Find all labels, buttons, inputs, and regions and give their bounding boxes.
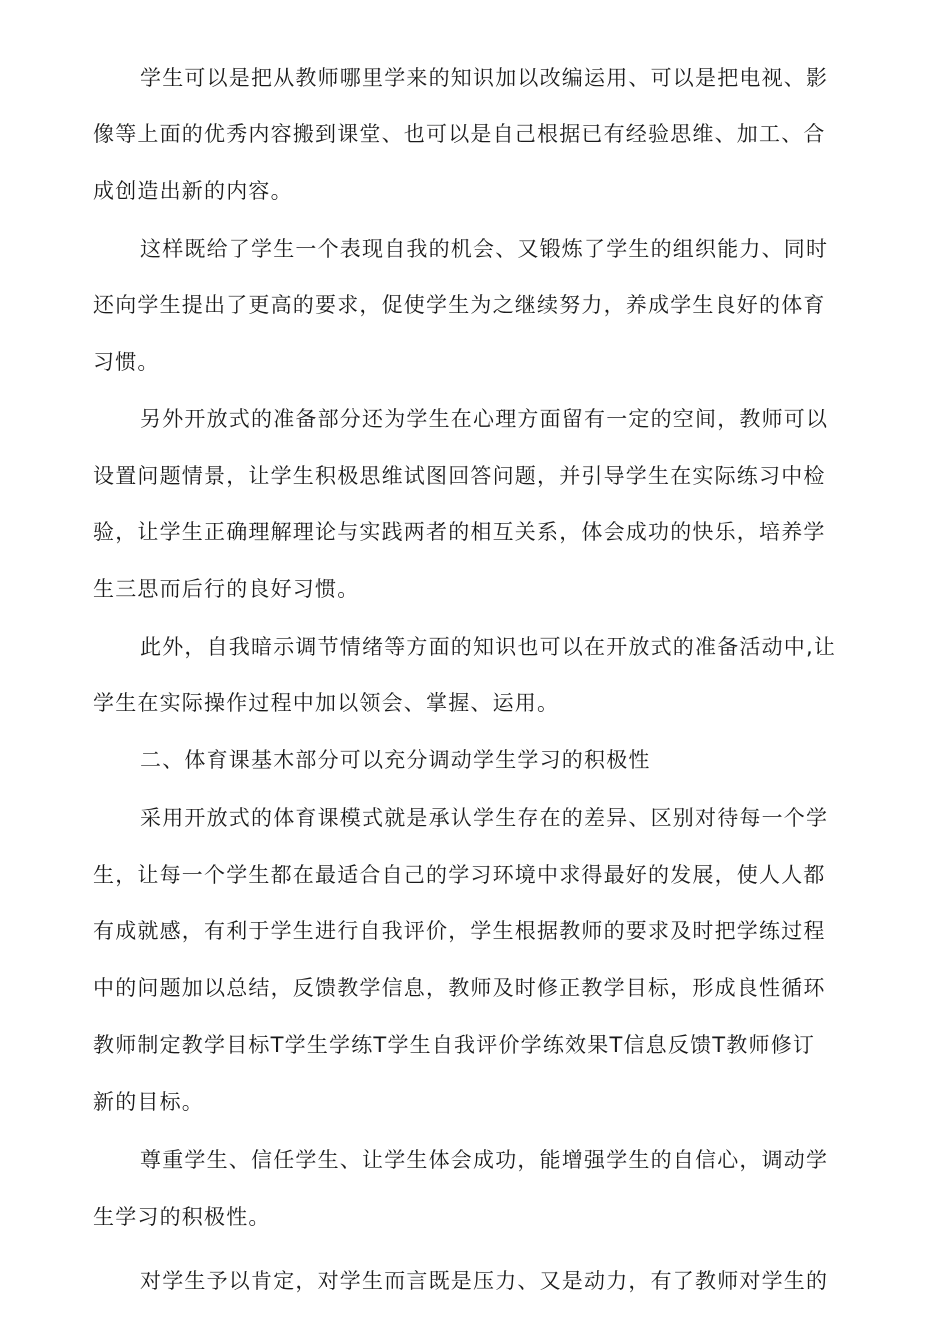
text-line: 这样既给了学生一个表现自我的机会、又锻炼了学生的组织能力、同时	[140, 237, 829, 261]
text-line: 新的目标。	[93, 1090, 204, 1114]
text-line: 另外开放式的准备部分还为学生在心理方面留有一定的空间，教师可以	[140, 407, 829, 431]
section-heading: 二、体育课基木部分可以充分调动学生学习的积极性	[140, 748, 651, 772]
text-line: 成创造出新的内容。	[93, 179, 293, 203]
text-line: 习惯。	[93, 350, 160, 374]
text-line: 有成就感，有利于学生进行自我评价，学生根据教师的要求及时把学练过程	[93, 919, 826, 943]
text-line: 教师制定教学目标T学生学练T学生自我评价学练效果T信息反馈T教师修订	[93, 1033, 816, 1057]
text-line: 还向学生提出了更高的要求，促使学生为之继续努力，养成学生良好的体育	[93, 293, 826, 317]
text-line: 设置问题情景，让学生积极思维试图回答问题，并引导学生在实际练习中检	[93, 464, 826, 488]
text-line: 学生可以是把从教师哪里学来的知识加以改编运用、可以是把电视、影	[140, 66, 829, 90]
text-line: 验，让学生正确理解理论与实践两者的相互关系，体会成功的快乐，培养学	[93, 520, 826, 544]
text-line: 尊重学生、信任学生、让学生体会成功，能增强学生的自信心，调动学	[140, 1148, 829, 1172]
text-line: 生学习的积极性。	[93, 1205, 271, 1229]
text-line: 采用开放式的体育课模式就是承认学生存在的差异、区别对待每一个学	[140, 806, 829, 830]
text-line: 生，让每一个学生都在最适合自己的学习环境中求得最好的发展，使人人都	[93, 863, 826, 887]
text-line: 生三思而后行的良好习惯。	[93, 577, 360, 601]
text-line: 像等上面的优秀内容搬到课堂、也可以是自己根据已有经验思维、加工、合	[93, 122, 826, 146]
text-line: 中的问题加以总结，反馈教学信息，教师及时修正教学目标，形成良性循环	[93, 976, 826, 1000]
text-line: 对学生予以肯定，对学生而言既是压力、又是动力，有了教师对学生的	[140, 1269, 829, 1293]
text-line: 此外，自我暗示调节情绪等方面的知识也可以在开放式的准备活动中,让	[140, 635, 837, 659]
text-line: 学生在实际操作过程中加以领会、掌握、运用。	[93, 691, 560, 715]
